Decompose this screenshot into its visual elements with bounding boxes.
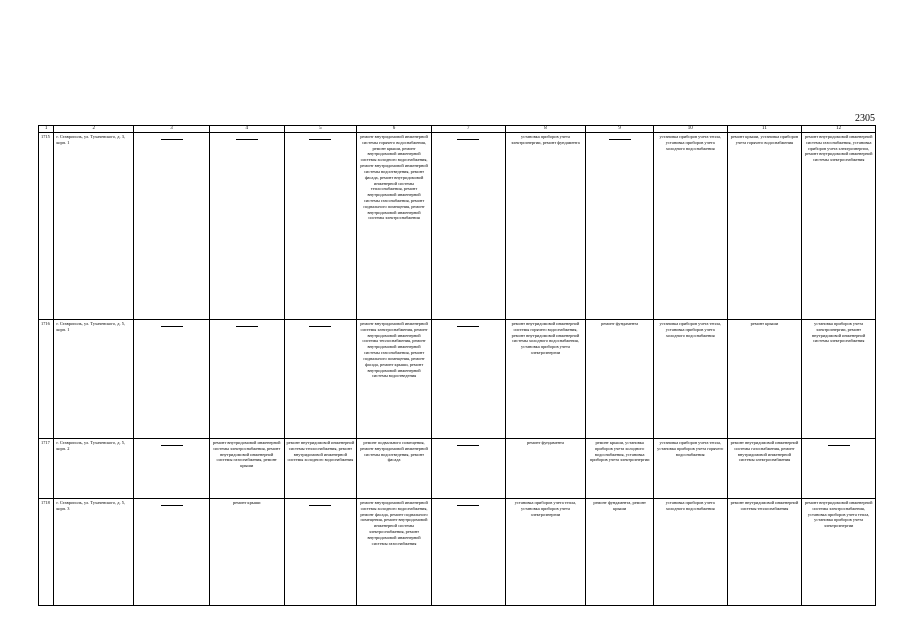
work-cell: ремонт внутридомовой инженерной системы холодного водоснабжения, ремонт фасада, ремонт подвального помещения, ремонт внутридомовой инженерной системы электроснабжения, ремонт внутридомовой инженерной системы газоснабжения <box>357 499 432 606</box>
work-cell: ремонт крыши, установка приборов учета горячего водоснабжения <box>727 133 802 320</box>
work-cell: ремонт внутридомовой инженерной системы горячего водоснабжения, ремонт внутридомовой инженерной системы холодного водоснабжения, установка приборов учета электроэнергии <box>505 320 586 439</box>
empty-cell <box>134 320 210 439</box>
work-cell: ремонт внутридомовой инженерной системы горячего водоснабжения, ремонт крыши, ремонт внутридомовой инженерной системы холодного водоснабжения, ремонт внутридомовой инженерной системы водоотведения, ремонт фасада, ремонт внутридомовой инженерной системы теплоснабжения, ремонт внутридомовой инженерной системы газоснабжения, ремонт подвального помещения, ремонт внутридомовой инженерной системы электроснабжения <box>357 133 432 320</box>
dash-mark <box>161 326 183 327</box>
work-cell: установка приборов учета тепла, установка приборов учета электроэнергии <box>505 499 586 606</box>
work-cell: ремонт внутридомовой инженерной системы электроснабжения, ремонт внутридомовой инженерной системы газоснабжения, ремонт крыши <box>209 439 284 499</box>
work-cell: установка приборов учета тепла, установка приборов учета холодного водоснабжения <box>653 320 727 439</box>
column-number: 4 <box>209 126 284 133</box>
column-number: 7 <box>431 126 505 133</box>
dash-mark <box>236 326 258 327</box>
dash-mark <box>457 445 479 446</box>
work-cell: установка приборов учета холодного водоснабжения <box>653 499 727 606</box>
empty-cell <box>209 133 284 320</box>
table-row <box>39 439 876 499</box>
column-number: 2 <box>54 126 134 133</box>
work-cell: ремонт фундамента, ремонт крыши <box>586 499 654 606</box>
work-cell: ремонт фундамента <box>586 320 654 439</box>
table-row <box>39 133 876 320</box>
empty-cell <box>431 499 505 606</box>
address-cell: г. Ставрополь, ул. Тухачевского, д. 5, корп. 1 <box>54 320 134 439</box>
empty-cell <box>431 320 505 439</box>
work-cell: ремонт внутридомовой инженерной системы газоснабжения, установка приборов учета электроэнергии, ремонт внутридомовой инженерной системы электроснабжения <box>802 133 876 320</box>
address-cell: г. Ставрополь, ул. Тухачевского, д. 5, корп. 3 <box>54 499 134 606</box>
work-cell: установка приборов учета тепла, установка приборов учета горячего водоснабжения <box>653 439 727 499</box>
column-number: 12 <box>802 126 876 133</box>
column-number: 9 <box>586 126 654 133</box>
row-number: 1715 <box>39 133 54 320</box>
empty-cell <box>209 320 284 439</box>
column-number: 6 <box>357 126 432 133</box>
dash-mark <box>457 139 479 140</box>
row-number: 1717 <box>39 439 54 499</box>
column-number: 1 <box>39 126 54 133</box>
empty-cell <box>431 133 505 320</box>
page-number: 2305 <box>855 113 875 124</box>
empty-cell <box>134 439 210 499</box>
work-cell: ремонт крыши <box>727 320 802 439</box>
work-cell: ремонт фундамента <box>505 439 586 499</box>
dash-mark <box>161 505 183 506</box>
column-number: 5 <box>284 126 357 133</box>
work-cell: ремонт крыши <box>209 499 284 606</box>
empty-cell <box>802 439 876 499</box>
work-cell: ремонт внутридомовой инженерной системы теплоснабжения, ремонт внутридомовой инженерной системы холодного водоснабжения <box>284 439 357 499</box>
empty-cell <box>284 133 357 320</box>
table-row <box>39 499 876 606</box>
dash-mark <box>236 139 258 140</box>
empty-cell <box>586 133 654 320</box>
column-number: 11 <box>727 126 802 133</box>
work-cell: ремонт внутридомовой инженерной системы электроснабжения, ремонт внутридомовой инженерной системы теплоснабжения, ремонт внутридомовой инженерной системы газоснабжения, ремонт подвального помещения, ремонт фасада, ремонт крыши, ремонт внутридомовой инженерной системы водоотведения <box>357 320 432 439</box>
empty-cell <box>431 439 505 499</box>
dash-mark <box>457 326 479 327</box>
dash-mark <box>309 505 331 506</box>
work-cell: ремонт крыши, установка приборов учета холодного водоснабжения, установка приборов учета электроэнергии <box>586 439 654 499</box>
empty-cell <box>134 133 210 320</box>
work-cell: ремонт внутридомовой инженерной системы газоснабжения, ремонт внутридомовой инженерной системы электроснабжения <box>727 439 802 499</box>
column-number: 10 <box>653 126 727 133</box>
dash-mark <box>161 445 183 446</box>
empty-cell <box>284 320 357 439</box>
table-body <box>39 133 876 606</box>
work-cell: установка приборов учета электроэнергии, ремонт фундамента <box>505 133 586 320</box>
work-cell: ремонт внутридомовой инженерной системы электроснабжения, установка приборов учета тепла, установка приборов учета электроэнергии <box>802 499 876 606</box>
column-number: 8 <box>505 126 586 133</box>
dash-mark <box>309 326 331 327</box>
dash-mark <box>457 505 479 506</box>
dash-mark <box>161 139 183 140</box>
column-number-row <box>39 126 876 133</box>
column-number: 3 <box>134 126 210 133</box>
row-number: 1716 <box>39 320 54 439</box>
work-cell: установка приборов учета тепла, установка приборов учета холодного водоснабжения <box>653 133 727 320</box>
address-cell: г. Ставрополь, ул. Тухачевского, д. 5, корп. 2 <box>54 439 134 499</box>
table-row <box>39 320 876 439</box>
dash-mark <box>609 139 631 140</box>
dash-mark <box>309 139 331 140</box>
work-cell: ремонт подвального помещения, ремонт внутридомовой инженерной системы водоотведения, ремонт фасада <box>357 439 432 499</box>
empty-cell <box>134 499 210 606</box>
work-cell: установка приборов учета электроэнергии, ремонт внутридомовой инженерной системы электроснабжения <box>802 320 876 439</box>
address-cell: г. Ставрополь, ул. Тухачевского, д. 3, корп. 1 <box>54 133 134 320</box>
empty-cell <box>284 499 357 606</box>
repair-schedule-table <box>38 125 876 606</box>
row-number: 1718 <box>39 499 54 606</box>
work-cell: ремонт внутридомовой инженерной системы теплоснабжения <box>727 499 802 606</box>
dash-mark <box>828 445 850 446</box>
